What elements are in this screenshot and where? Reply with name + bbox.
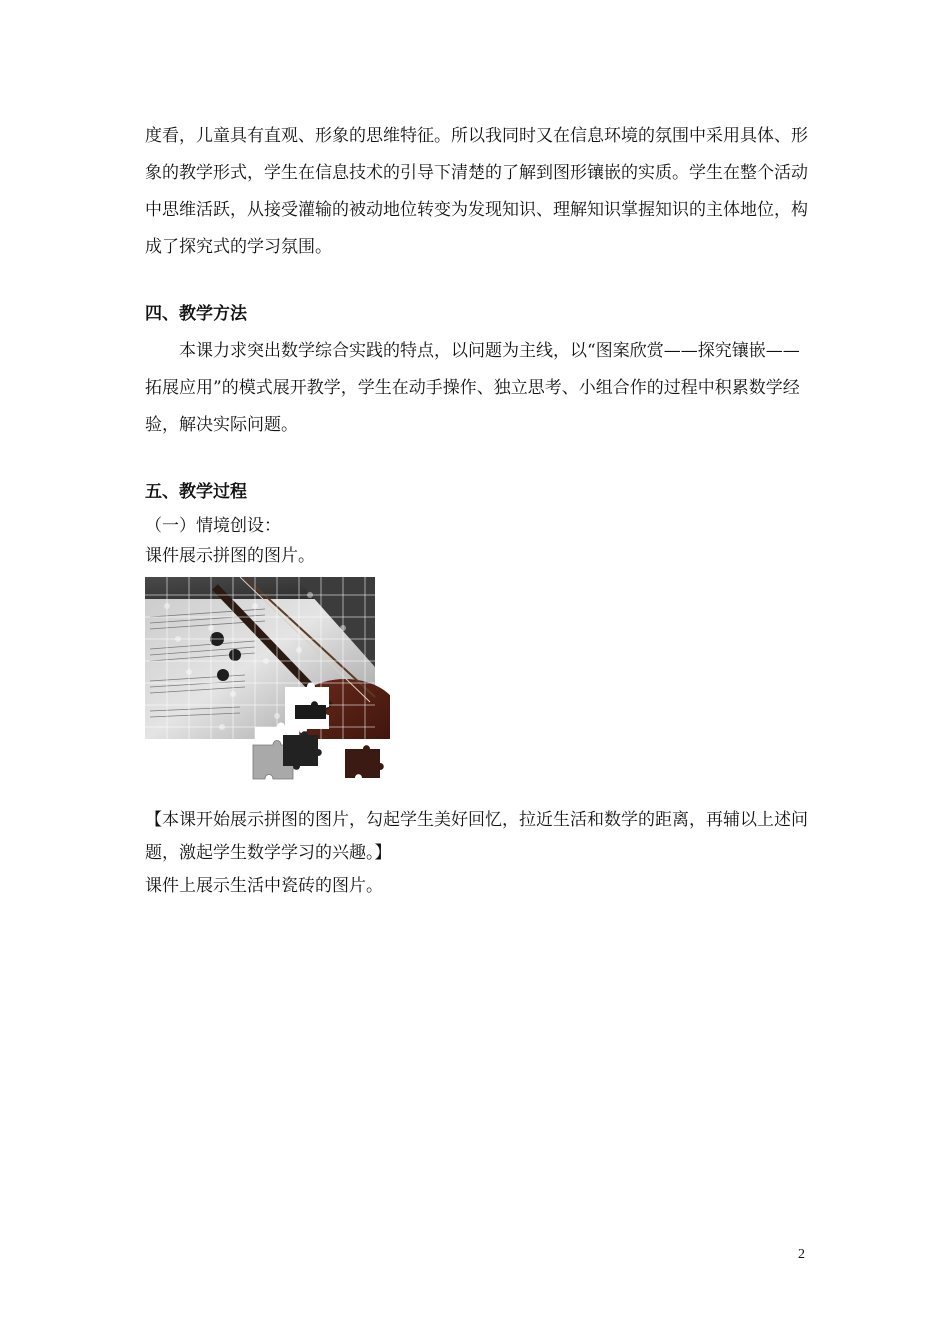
puzzle-image (145, 577, 390, 782)
puzzle-illustration (145, 577, 390, 782)
spacer (145, 444, 815, 474)
design-note: 【本课开始展示拼图的图片，勾起学生美好回忆，拉近生活和数学的距离，再辅以上述问题，激起学生数学学习的兴趣。】 (145, 810, 808, 863)
subheading-situation: （一）情境创设： (145, 516, 281, 536)
page-content (145, 118, 815, 903)
section-heading-teaching-method: 四、教学方法 (145, 304, 247, 324)
spacer (145, 266, 815, 296)
paragraph-continued: 度看，儿童具有直观、形象的思维特征。所以我同时又在信息环境的氛围中采用具体、形象的教学形式，学生在信息技术的引导下清楚的了解到图形镶嵌的实质。学生在整个活动中思维活跃，从接受灌输的被动地位转变为发现知识、理解知识掌握知识的主体地位，构成了探究式的学习氛围。 (145, 126, 808, 257)
puzzle-caption-line: 课件展示拼图的图片。 (145, 546, 315, 566)
teaching-method-body: 本课力求突出数学综合实践的特点，以问题为主线，以“图案欣赏——探究镶嵌——拓展应用”的模式展开教学，学生在动手操作、独立思考、小组合作的过程中积累数学经验，解决实际问题。 (145, 341, 800, 435)
tile-caption-line: 课件上展示生活中瓷砖的图片。 (145, 876, 383, 896)
page-number: 2 (798, 1247, 805, 1262)
section-heading-teaching-process: 五、教学过程 (145, 482, 247, 502)
